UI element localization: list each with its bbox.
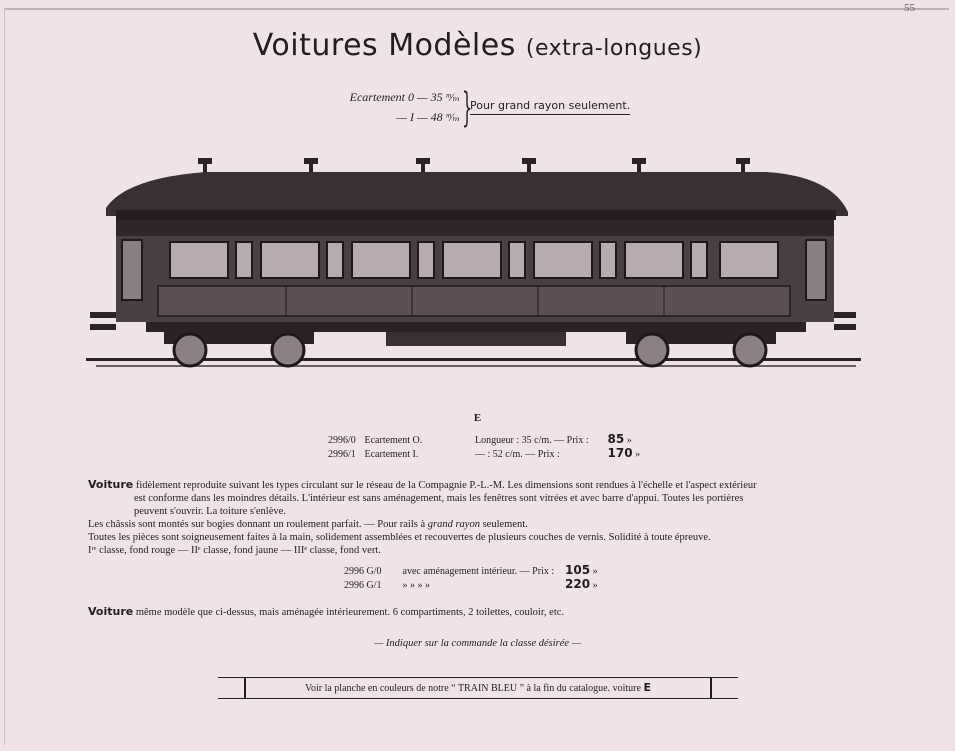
description-line: Toutes les pièces sont soigneusement faites à la main, solidement assemblées et recouvertes de plusieurs couches de vernis. Solidité à toute épreuve. <box>88 532 711 543</box>
price-row <box>344 563 598 577</box>
length-label: — : 52 c/m. — Prix : <box>475 449 560 460</box>
gauge-line-0: Ecartement 0 — 35 ᵐ⁄ₘ <box>349 90 460 104</box>
ref-number: 2996 G/0 <box>344 566 382 577</box>
price-row <box>328 446 640 460</box>
price-unit: » <box>635 449 641 460</box>
footer-note: Voir la planche en couleurs de notre “ TRAIN BLEU ” à la fin du catalogue. voiture <box>305 683 641 694</box>
ref-number: 2996/1 <box>328 449 356 460</box>
title-sub: (extra-longues) <box>525 36 703 61</box>
second-description-lead: Voiture <box>88 605 134 618</box>
figure-letter: E <box>473 412 482 424</box>
price-value: 170 <box>607 446 633 460</box>
description-line: Les châssis sont montés sur bogies donnant un roulement parfait. — Pour rails à <box>88 519 426 530</box>
page-title <box>0 28 955 63</box>
railway-coach-illustration <box>86 150 861 382</box>
ref-number: 2996 G/1 <box>344 580 382 591</box>
description-line: fidèlement reproduite suivant les types circulant sur le réseau de la Compagnie P.-L.-M. Les dimensions sont rendues à l'échelle et l'aspect extérieur <box>135 480 757 491</box>
description-line: est conforme dans les moindres détails. L'intérieur est sans aménagement, mais les fenêtres sont vitrées et avec barre d'appui. Toutes les portières <box>134 493 744 504</box>
gauge-label: Ecartement O. <box>364 435 423 446</box>
price-description: avec aménagement intérieur. — Prix : <box>402 566 555 577</box>
gauge-note: Pour grand rayon seulement. <box>470 99 630 115</box>
footer-text <box>218 681 738 694</box>
second-description-text: même modèle que ci-dessus, mais aménagée intérieurement. 6 compartiments, 2 toilettes, couloir, etc. <box>135 607 565 618</box>
gauge-line-1: — I — 48 ᵐ⁄ₘ <box>396 110 460 124</box>
description-lead: Voiture <box>88 478 134 491</box>
gauge-label: Ecartement I. <box>364 449 419 460</box>
price-row <box>344 577 598 591</box>
brace-icon: } <box>462 85 473 131</box>
price-value: 85 <box>607 432 625 446</box>
footer-box <box>218 677 738 699</box>
price-description: » » » » <box>402 580 430 591</box>
length-label: Longueur : 35 c/m. — Prix : <box>475 435 589 446</box>
ref-number: 2996/0 <box>328 435 356 446</box>
description-emphasis: grand rayon <box>427 519 480 530</box>
title-main: Voitures Modèles <box>252 28 516 63</box>
footer-letter: E <box>643 681 651 694</box>
price-value: 105 <box>565 563 591 577</box>
price-unit: » <box>626 435 632 446</box>
description-line: seulement. <box>482 519 528 530</box>
price-unit: » <box>592 566 598 577</box>
price-table-e <box>328 432 640 460</box>
gauge-block <box>300 85 660 132</box>
page-number: 55 <box>904 2 915 14</box>
price-unit: » <box>592 580 598 591</box>
description-line: Iʳᵉ classe, fond rouge — IIᵉ classe, fond jaune — IIIᵉ classe, fond vert. <box>88 545 381 556</box>
description-line: peuvent s'ouvrir. La toiture s'enlève. <box>134 506 286 517</box>
second-description <box>88 605 564 618</box>
price-row <box>328 432 640 446</box>
price-table-g <box>344 563 598 591</box>
order-note: — Indiquer sur la commande la classe désirée — <box>373 638 582 649</box>
description <box>88 478 878 557</box>
price-value: 220 <box>565 577 591 591</box>
